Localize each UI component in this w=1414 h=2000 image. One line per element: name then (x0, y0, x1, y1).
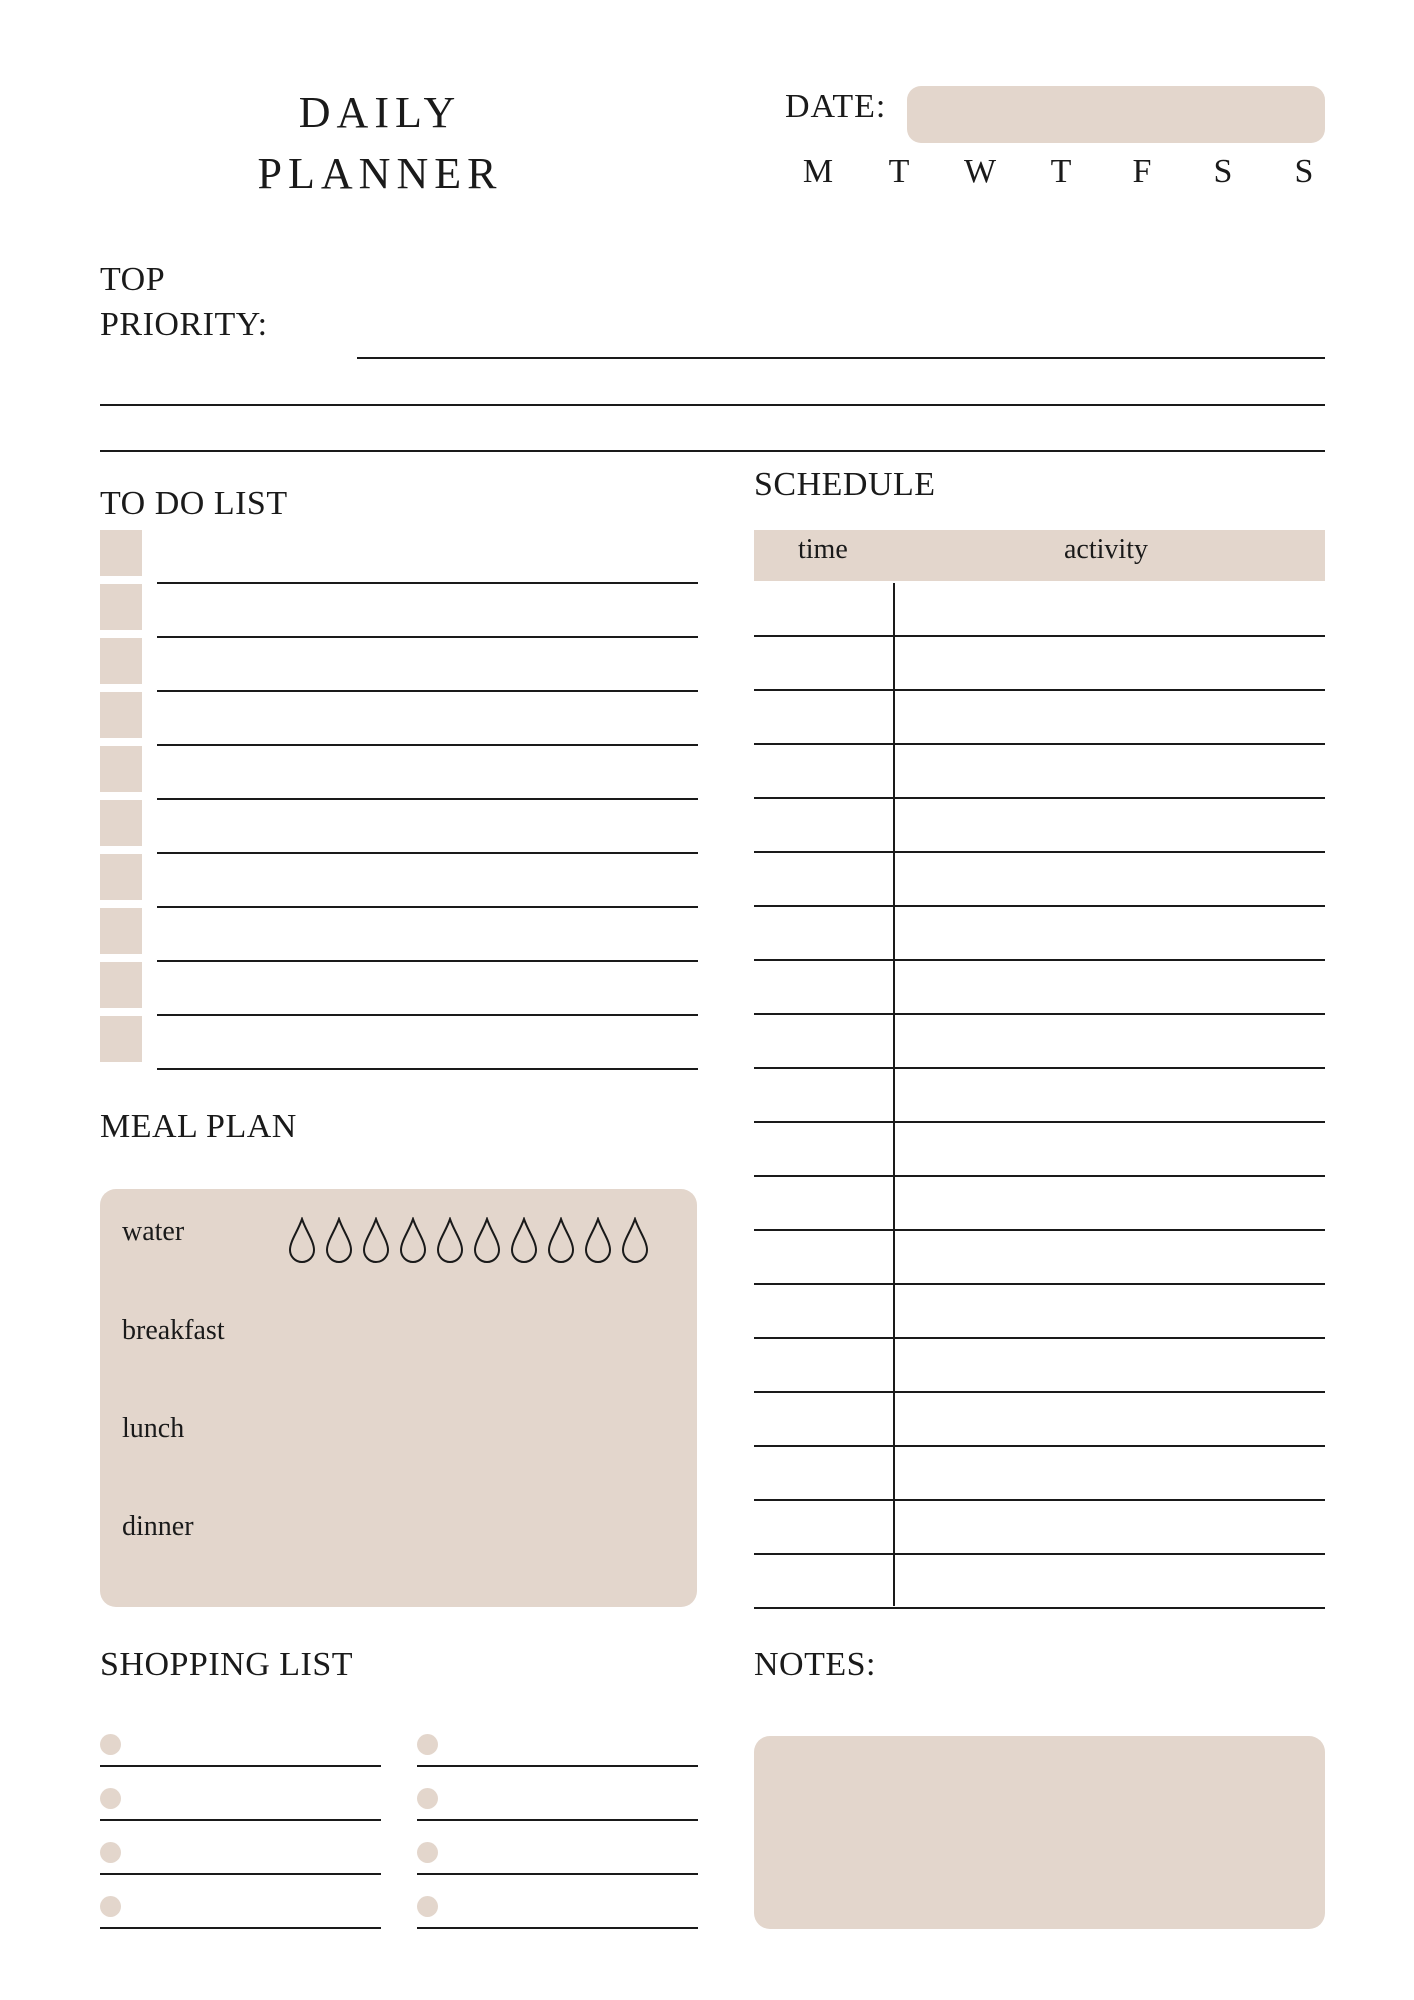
breakfast-label: breakfast (122, 1315, 225, 1346)
todo-checkbox[interactable] (100, 1016, 142, 1062)
todo-line[interactable] (157, 960, 698, 962)
weekday-4[interactable]: T (1050, 153, 1072, 190)
schedule-row-line[interactable] (754, 1553, 1325, 1555)
shopping-bullet[interactable] (100, 1896, 121, 1917)
schedule-row-line[interactable] (754, 1121, 1325, 1123)
schedule-row-line[interactable] (754, 959, 1325, 961)
shopping-line[interactable] (417, 1927, 698, 1929)
todo-checkbox[interactable] (100, 800, 142, 846)
notes-title: NOTES: (754, 1646, 876, 1683)
todo-checkbox[interactable] (100, 584, 142, 630)
priority-label-line2: PRIORITY: (100, 306, 268, 343)
shopping-line[interactable] (417, 1873, 698, 1875)
todo-line[interactable] (157, 798, 698, 800)
todo-line[interactable] (157, 1014, 698, 1016)
schedule-row-line[interactable] (754, 1391, 1325, 1393)
schedule-row-line[interactable] (754, 1499, 1325, 1501)
todo-checkbox[interactable] (100, 854, 142, 900)
water-drop-icon[interactable] (364, 1219, 388, 1262)
schedule-time-header: time (798, 534, 848, 565)
shopping-line[interactable] (417, 1765, 698, 1767)
water-drop-icon[interactable] (512, 1219, 536, 1262)
schedule-row-line[interactable] (754, 743, 1325, 745)
todo-title: TO DO LIST (100, 485, 288, 522)
todo-line[interactable] (157, 636, 698, 638)
shopping-line[interactable] (100, 1873, 381, 1875)
planner-title-line2: PLANNER (257, 149, 503, 198)
todo-checkbox[interactable] (100, 638, 142, 684)
shopping-bullet[interactable] (100, 1788, 121, 1809)
priority-line-3[interactable] (100, 450, 1325, 452)
shopping-bullet[interactable] (417, 1896, 438, 1917)
schedule-row-line[interactable] (754, 1067, 1325, 1069)
schedule-row-line[interactable] (754, 797, 1325, 799)
water-drop-icon[interactable] (401, 1219, 425, 1262)
schedule-row-line[interactable] (754, 1607, 1325, 1609)
shopping-line[interactable] (417, 1819, 698, 1821)
schedule-header (754, 530, 1325, 581)
schedule-row-line[interactable] (754, 1445, 1325, 1447)
shopping-bullet[interactable] (100, 1842, 121, 1863)
priority-line-2[interactable] (100, 404, 1325, 406)
priority-label-line1: TOP (100, 261, 166, 298)
schedule-row-line[interactable] (754, 1013, 1325, 1015)
todo-line[interactable] (157, 582, 698, 584)
meal-plan-title: MEAL PLAN (100, 1108, 297, 1145)
todo-checkbox[interactable] (100, 692, 142, 738)
todo-line[interactable] (157, 1068, 698, 1070)
date-field[interactable] (907, 86, 1325, 143)
shopping-line[interactable] (100, 1927, 381, 1929)
schedule-title: SCHEDULE (754, 466, 936, 503)
schedule-row-line[interactable] (754, 1337, 1325, 1339)
water-drop-icon[interactable] (475, 1219, 499, 1262)
todo-line[interactable] (157, 690, 698, 692)
todo-checkbox[interactable] (100, 746, 142, 792)
schedule-activity-header: activity (1064, 534, 1148, 565)
todo-checkbox[interactable] (100, 908, 142, 954)
dinner-label: dinner (122, 1511, 194, 1542)
schedule-divider (893, 583, 895, 1606)
schedule-row-line[interactable] (754, 905, 1325, 907)
todo-checkbox[interactable] (100, 962, 142, 1008)
meal-plan-box (100, 1189, 697, 1607)
priority-line-1[interactable] (357, 357, 1325, 359)
water-drop-icon[interactable] (549, 1219, 573, 1262)
water-drop-icon[interactable] (290, 1219, 314, 1262)
shopping-bullet[interactable] (417, 1734, 438, 1755)
shopping-bullet[interactable] (417, 1842, 438, 1863)
weekday-7[interactable]: S (1294, 153, 1314, 190)
schedule-row-line[interactable] (754, 1175, 1325, 1177)
notes-box[interactable] (754, 1736, 1325, 1929)
shopping-bullet[interactable] (417, 1788, 438, 1809)
todo-checkbox[interactable] (100, 530, 142, 576)
shopping-bullet[interactable] (100, 1734, 121, 1755)
water-drop-icon[interactable] (327, 1219, 351, 1262)
schedule-row-line[interactable] (754, 689, 1325, 691)
todo-line[interactable] (157, 906, 698, 908)
water-tracker (288, 1217, 688, 1267)
weekday-6[interactable]: S (1213, 153, 1233, 190)
lunch-label: lunch (122, 1413, 185, 1444)
todo-line[interactable] (157, 852, 698, 854)
weekday-5[interactable]: F (1132, 153, 1152, 190)
date-label: DATE: (785, 88, 887, 125)
water-drop-icon[interactable] (623, 1219, 647, 1262)
planner-title-line1: DAILY (298, 88, 462, 137)
weekday-3[interactable]: W (963, 153, 997, 190)
schedule-row-line[interactable] (754, 635, 1325, 637)
water-drop-icon[interactable] (586, 1219, 610, 1262)
water-drop-icon[interactable] (438, 1219, 462, 1262)
water-label: water (122, 1216, 185, 1247)
weekday-2[interactable]: T (888, 153, 910, 190)
shopping-title: SHOPPING LIST (100, 1646, 354, 1683)
schedule-row-line[interactable] (754, 1283, 1325, 1285)
schedule-row-line[interactable] (754, 851, 1325, 853)
weekday-1[interactable]: M (802, 153, 834, 190)
shopping-line[interactable] (100, 1765, 381, 1767)
todo-line[interactable] (157, 744, 698, 746)
schedule-row-line[interactable] (754, 1229, 1325, 1231)
shopping-line[interactable] (100, 1819, 381, 1821)
water-drops-svg (288, 1217, 688, 1267)
